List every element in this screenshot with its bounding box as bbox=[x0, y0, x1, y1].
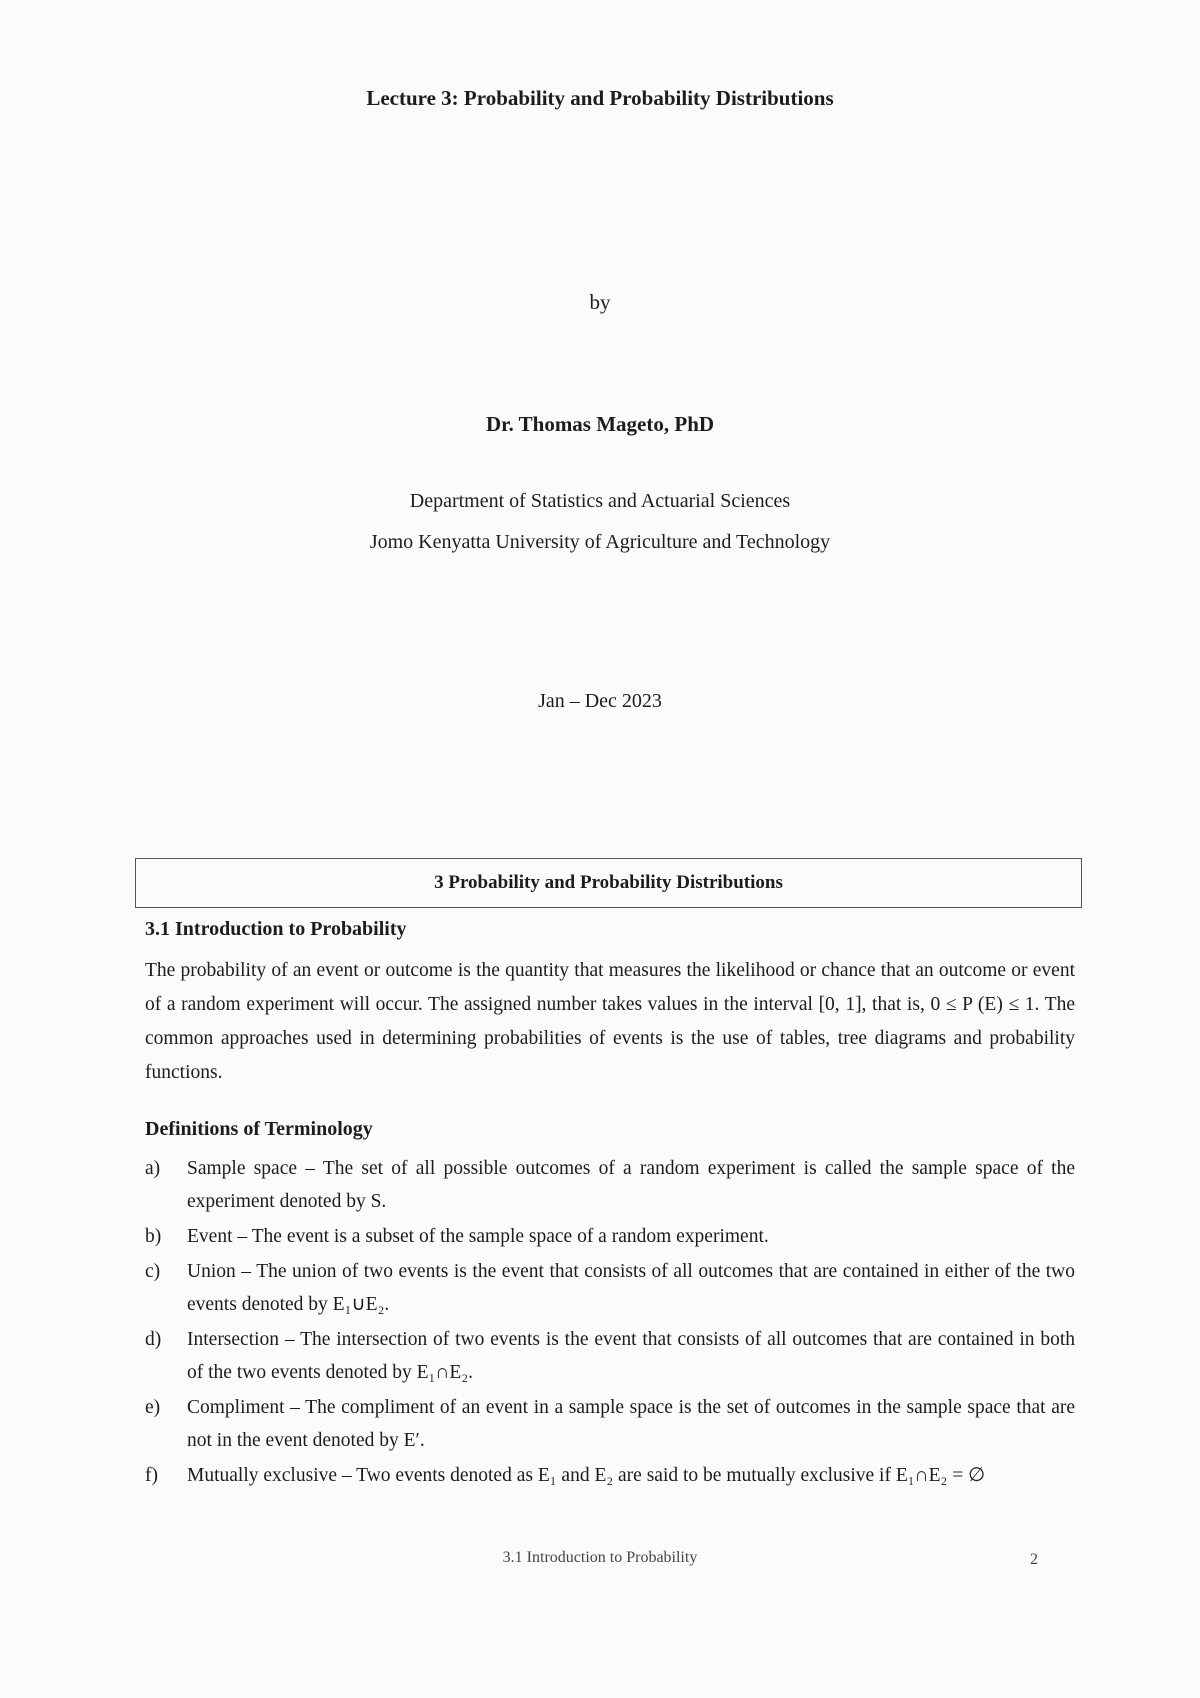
chapter-title: 3 Probability and Probability Distributions bbox=[434, 872, 783, 893]
lecture-date: Jan – Dec 2023 bbox=[538, 690, 662, 712]
by-line: by bbox=[589, 290, 611, 314]
term-math: E₁∩E₂ bbox=[416, 1362, 469, 1383]
university-name: Jomo Kenyatta University of Agriculture and Technology bbox=[369, 531, 831, 553]
term-marker: c) bbox=[145, 1261, 161, 1282]
term-text: Event – The event is a subset of the sample space of a random experiment. bbox=[187, 1226, 769, 1247]
department-name: Department of Statistics and Actuarial Sciences bbox=[409, 490, 791, 512]
lecture-title: Lecture 3: Probability and Probability Distributions bbox=[366, 86, 834, 110]
term-item-sample-space bbox=[145, 1152, 1075, 1218]
author-name: Dr. Thomas Mageto, PhD bbox=[485, 412, 715, 436]
term-item-intersection bbox=[145, 1323, 1075, 1389]
section-heading: 3.1 Introduction to Probability bbox=[145, 918, 407, 940]
intro-paragraph: The probability of an event or outcome is the quantity that measures the likelihood or chance that an outcome or event of a random experiment will occur. The assigned number takes values in the interval [0, 1], that is, 0 ≤ P (E) ≤ 1. The common approaches used in determining probabilities of events is the use of tables, tree diagrams and probability functions. bbox=[145, 960, 1075, 1083]
footer-section-title: 3.1 Introduction to Probability bbox=[502, 1549, 698, 1566]
term-marker: f) bbox=[145, 1465, 158, 1486]
term-suffix: . bbox=[468, 1362, 474, 1383]
term-marker: a) bbox=[145, 1158, 161, 1179]
term-text: Mutually exclusive – Two events denoted as E₁ and E₂ are said to be mutually exclusive if bbox=[187, 1465, 896, 1486]
term-marker: d) bbox=[145, 1329, 162, 1350]
term-suffix: . bbox=[419, 1430, 425, 1451]
term-math: E₁∪E₂ bbox=[332, 1294, 385, 1315]
term-item-compliment bbox=[145, 1391, 1075, 1457]
term-suffix: . bbox=[384, 1294, 390, 1315]
page-number: 2 bbox=[1030, 1551, 1038, 1568]
term-text: Intersection – The intersection of two events is the event that consists of all outcomes that are contained in both of the two events denoted by bbox=[187, 1329, 1075, 1383]
term-math: E′ bbox=[403, 1430, 420, 1451]
term-item-event bbox=[145, 1220, 1075, 1253]
term-text: Union – The union of two events is the event that consists of all outcomes that are contained in either of the two events denoted by bbox=[187, 1261, 1075, 1315]
terminology-heading: Definitions of Terminology bbox=[145, 1118, 373, 1140]
term-math: E₁∩E₂ = ∅ bbox=[895, 1465, 986, 1486]
chapter-title-box bbox=[135, 858, 1082, 908]
term-item-union bbox=[145, 1255, 1075, 1321]
term-item-mutually-exclusive bbox=[145, 1459, 1075, 1492]
term-text: Sample space – The set of all possible outcomes of a random experiment is called the sample space of the experiment denoted by S. bbox=[187, 1158, 1075, 1212]
term-marker: e) bbox=[145, 1397, 161, 1418]
terminology-list bbox=[145, 1152, 1075, 1494]
term-marker: b) bbox=[145, 1226, 162, 1247]
term-text: Compliment – The compliment of an event in a sample space is the set of outcomes in the sample space that are not in the event denoted by bbox=[187, 1397, 1075, 1451]
